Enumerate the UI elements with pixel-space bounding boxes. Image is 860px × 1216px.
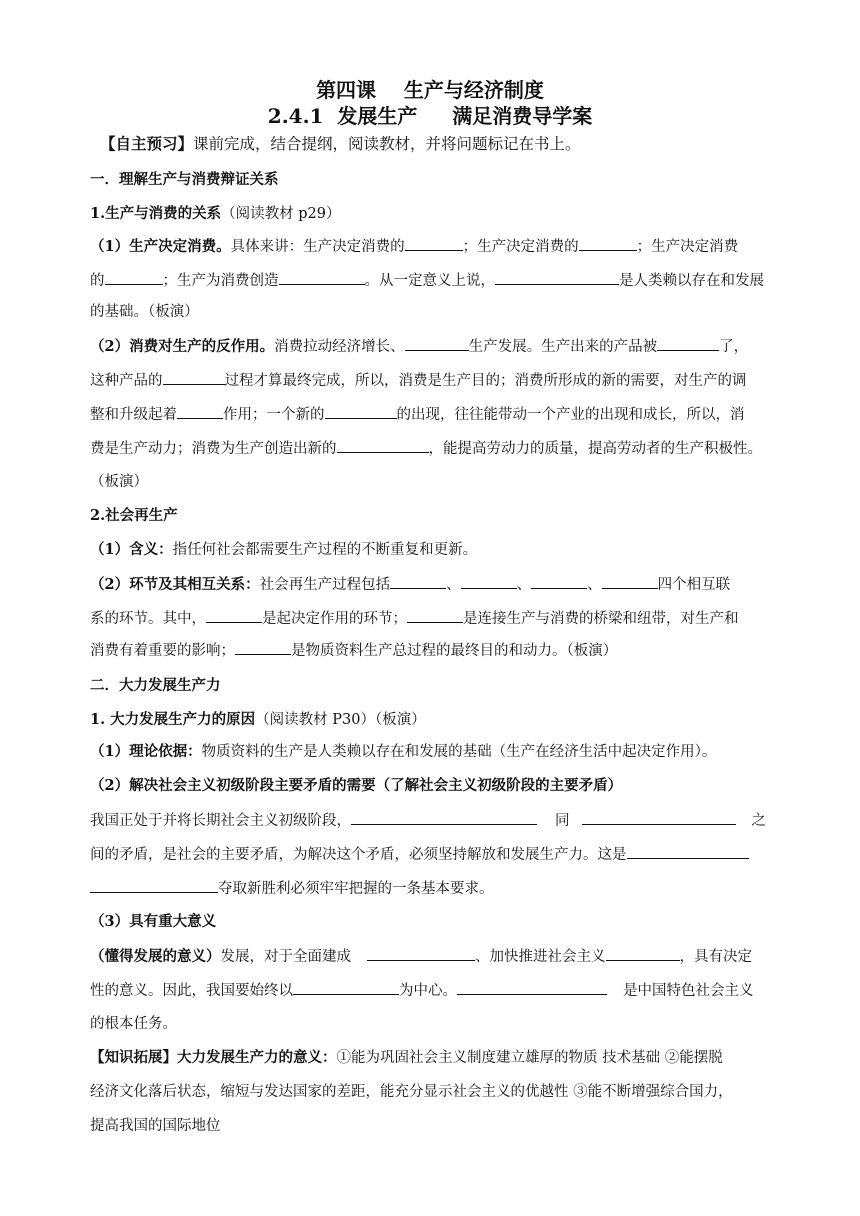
text: ；生产决定消费: [636, 239, 739, 255]
text: ；生产决定消费的: [462, 239, 579, 255]
fill-blank[interactable]: [405, 336, 469, 351]
fill-blank[interactable]: [495, 270, 619, 285]
fill-blank[interactable]: [367, 946, 475, 961]
text: 是人类赖以存在和发展: [619, 273, 764, 289]
fill-blank[interactable]: [531, 574, 587, 589]
text: 、加快推进社会主义: [475, 949, 606, 965]
fill-blank[interactable]: [105, 270, 163, 285]
s2-p1-heading: [90, 710, 780, 730]
s2-g-line-1: [90, 946, 780, 967]
fill-blank[interactable]: [606, 946, 680, 961]
text: 是起决定作用的环节；: [262, 611, 407, 627]
fill-blank[interactable]: [407, 608, 463, 623]
text: 发展，对于全面建成: [220, 949, 351, 965]
fill-blank[interactable]: [206, 608, 262, 623]
text: 这种产品的: [90, 373, 163, 389]
fill-blank[interactable]: [405, 236, 463, 251]
text: 消费有着重要的影响；: [90, 643, 235, 659]
fill-blank[interactable]: [279, 270, 365, 285]
text: 是中国特色社会主义: [623, 983, 754, 999]
ext-tag: 【知识拓展】: [90, 1049, 177, 1066]
text: 整和升级起着: [90, 407, 177, 423]
text: 的出现，往往能带动一个产业的出现和成长，所以，消: [396, 407, 745, 423]
s2-f-line-1: [90, 810, 780, 831]
fill-blank[interactable]: [325, 404, 397, 419]
s1-b-line-1: [90, 336, 780, 357]
section-2-heading: 二．大力发展生产力: [90, 677, 221, 694]
intro-text: 课前完成，结合提纲，阅读教材，并将问题标记在书上。: [193, 135, 581, 153]
text: 为中心。: [399, 983, 457, 999]
lesson-subtitle: 2.4.1 发展生产 满足消费导学案: [267, 104, 593, 128]
s1-p1-title: 1.生产与消费的关系: [90, 205, 222, 222]
s1-b-line-4: [90, 438, 780, 459]
fill-blank[interactable]: [657, 336, 719, 351]
s1-b-label: （2）消费对生产的反作用。: [90, 338, 275, 355]
s1-c-label: （1）含义：: [90, 541, 173, 558]
text: 。从一定意义上说，: [364, 273, 495, 289]
s2-g-line-2: [90, 980, 780, 1001]
text: 、: [516, 577, 532, 593]
s2-e-line: [90, 742, 780, 762]
fill-blank[interactable]: [351, 810, 537, 825]
intro-line: [100, 134, 790, 154]
s1-d-line-1: [90, 574, 780, 595]
text: 了，: [719, 339, 749, 355]
text: 系的环节。其中，: [90, 611, 206, 627]
text: 是连接生产与消费的桥梁和纽带，对生产和: [463, 611, 739, 627]
ext-line-1: [90, 1048, 780, 1068]
text: 过程才算最终完成，所以，消费是生产目的；消费所形成的新的需要，对生产的调: [224, 373, 747, 389]
text: 同: [555, 813, 570, 829]
s1-a-line-2: [90, 270, 780, 291]
text: 我国正处于并将长期社会主义初级阶段，: [90, 813, 351, 829]
s1-a-label: （1）生产决定消费。: [90, 238, 231, 255]
s1-b-line-5: （板演）: [90, 474, 148, 490]
fill-blank[interactable]: [163, 370, 225, 385]
text: 夺取新胜利必须牢牢把握的一条基本要求。: [218, 881, 494, 897]
text: 之: [751, 813, 766, 829]
text: 的: [90, 273, 105, 289]
text: 生产发展。生产出来的产品被: [468, 339, 658, 355]
text: 消费拉动经济增长、: [274, 339, 405, 355]
text: 性的意义。因此，我国要始终以: [90, 983, 293, 999]
s1-p1-note: （阅读教材 p29）: [221, 206, 341, 222]
fill-blank[interactable]: [627, 844, 749, 859]
fill-blank[interactable]: [461, 574, 517, 589]
text: 、: [587, 577, 602, 593]
s2-g-label: （3）具有重大意义: [90, 913, 217, 930]
section-1-heading: 一．理解生产与消费辩证关系: [90, 171, 279, 188]
text: 、: [446, 577, 461, 593]
fill-blank[interactable]: [235, 640, 291, 655]
text: 费是生产动力；消费为生产创造出新的: [90, 441, 337, 457]
text: 物质资料的生产是人类赖以存在和发展的基础（生产在经济生活中起决定作用）。: [201, 744, 717, 760]
s1-c-line: [90, 540, 780, 560]
s1-p1-heading: [90, 204, 780, 224]
s2-f-line-2: [90, 844, 780, 865]
s2-e-label: （1）理论依据：: [90, 743, 202, 760]
fill-blank[interactable]: [457, 980, 607, 995]
fill-blank[interactable]: [293, 980, 399, 995]
s1-d-line-2: [90, 608, 780, 629]
text: 是物质资料生产总过程的最终目的和动力。（板演）: [291, 643, 618, 659]
s2-p1-note: （阅读教材 P30）（板演）: [255, 712, 426, 728]
s1-b-line-2: [90, 370, 780, 391]
text: ，具有决定: [679, 949, 752, 965]
s2-f-line-3: [90, 878, 780, 899]
s1-a-line-1: [90, 236, 780, 257]
fill-blank[interactable]: [582, 810, 736, 825]
text: 指任何社会都需要生产过程的不断重复和更新。: [172, 542, 478, 558]
ext-label: 大力发展生产力的意义：: [177, 1049, 337, 1066]
fill-blank[interactable]: [390, 574, 446, 589]
text: 社会再生产过程包括: [259, 577, 391, 593]
text: ；生产为消费创造: [162, 273, 279, 289]
s1-d-line-3: [90, 640, 780, 661]
s1-d-label: （2）环节及其相互关系：: [90, 576, 260, 593]
s2-g-sub-label: （懂得发展的意义）: [90, 948, 221, 965]
ext-line-3: 提高我国的国际地位: [90, 1118, 221, 1134]
lesson-title: 第四课 生产与经济制度: [316, 78, 544, 102]
ext-line-2: 经济文化落后状态，缩短与发达国家的差距，能充分显示社会主义的优越性 ③能不断增强综合国力，: [90, 1084, 733, 1100]
text: 四个相互联: [657, 577, 731, 593]
intro-tag: 【自主预习】: [100, 134, 194, 153]
fill-blank[interactable]: [579, 236, 637, 251]
s1-b-line-3: [90, 404, 780, 425]
fill-blank[interactable]: [90, 878, 218, 893]
text: ①能为巩固社会主义制度建立雄厚的物质 技术基础 ②能摆脱: [336, 1050, 723, 1066]
s2-p1-title: 1. 大力发展生产力的原因: [90, 711, 256, 728]
s1-p2-title: 2.社会再生产: [90, 507, 178, 524]
fill-blank[interactable]: [177, 404, 223, 419]
s2-f-label: （2）解决社会主义初级阶段主要矛盾的需要（了解社会主义初级阶段的主要矛盾）: [90, 777, 623, 794]
s1-a-line-3: 的基础。（板演）: [90, 304, 199, 320]
fill-blank[interactable]: [602, 574, 658, 589]
text: 间的矛盾，是社会的主要矛盾，为解决这个矛盾，必须坚持解放和发展生产力。这是: [90, 847, 627, 863]
text: 作用；一个新的: [223, 407, 325, 423]
fill-blank[interactable]: [337, 438, 429, 453]
s2-g-line-3: 的根本任务。: [90, 1016, 177, 1032]
text: ，能提高劳动力的质量，提高劳动者的生产积极性。: [428, 441, 762, 457]
text: 具体来讲：生产决定消费的: [230, 239, 405, 255]
